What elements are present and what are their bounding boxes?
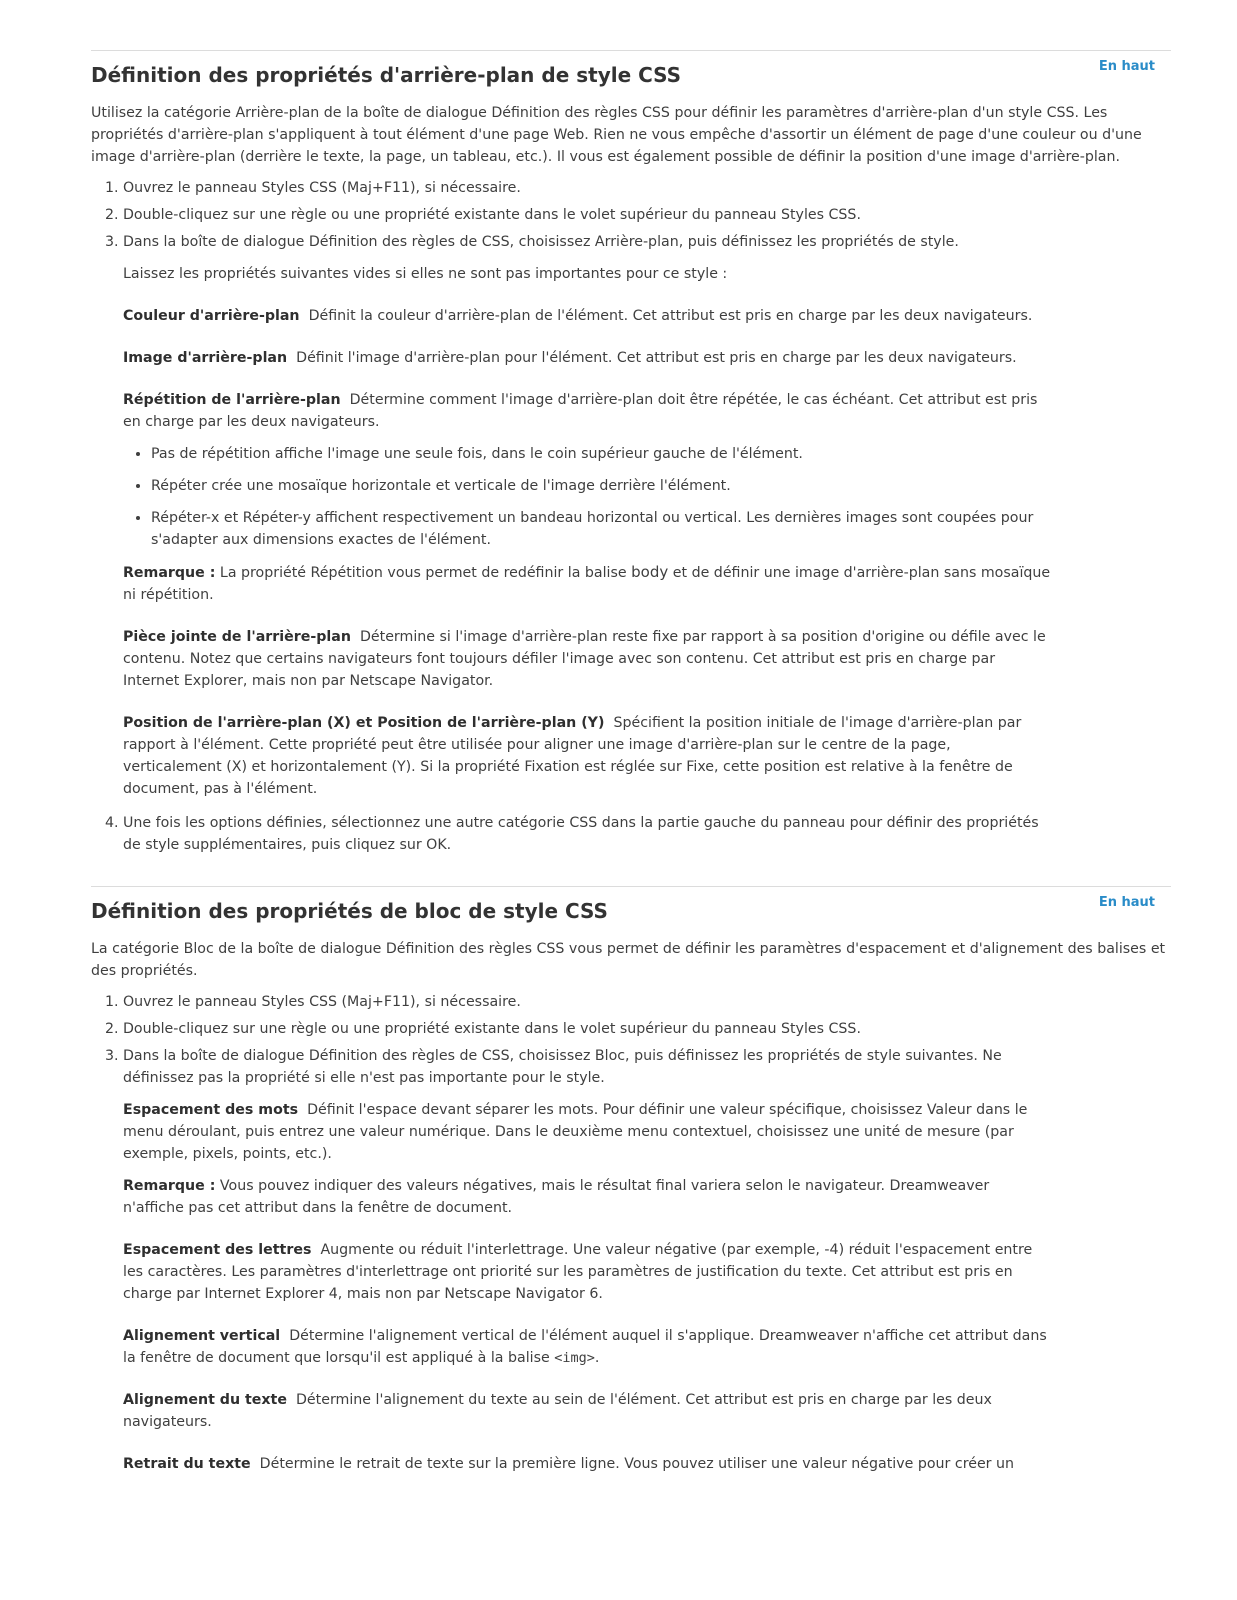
property-description: Détermine comment l'image d'arrière-plan doit être répétée, le cas échéant. Cet attribut est pris en charge par les deux navigateurs. (123, 392, 1038, 430)
help-page (91, 50, 1171, 1480)
step-item (123, 1045, 1171, 1475)
property-description: Définit l'image d'arrière-plan pour l'élément. Cet attribut est pris en charge par les deux navigateurs. (296, 350, 1017, 366)
section-title: Définition des propriétés de bloc de style CSS (91, 899, 608, 923)
list-item: • Pas de répétition affiche l'image une seule fois, dans le coin supérieur gauche de l'élément. (151, 443, 1051, 465)
step-details (123, 1099, 1051, 1475)
property-vertical-align (123, 1325, 1051, 1369)
property-text-indent (123, 1453, 1051, 1475)
property-background-position (123, 712, 1051, 800)
property-description: Augmente ou réduit l'interlettrage. Une valeur négative (par exemple, -4) réduit l'espacement entre les caractères. Les paramètres d'interlettrage ont priorité sur les paramètres de justification du texte. Cet attribut est pris en charge par Internet Explorer 4, mais non par Netscape Navigator 6. (123, 1242, 1033, 1302)
note (123, 561, 1051, 606)
note-label: Remarque : (123, 565, 216, 581)
property-term: Retrait du texte (123, 1456, 251, 1472)
property-term: Alignement vertical (123, 1328, 281, 1344)
note-keyword: body (631, 563, 669, 581)
property-description: Définit l'espace devant séparer les mots. Pour définir une valeur spécifique, choisissez Valeur dans le menu déroulant, puis entrez une valeur numérique. Dans le deuxième menu contextuel, choisissez une unité de mesure (par exemple, pixels, points, etc.). (123, 1102, 1028, 1162)
list-item: • Répéter crée une mosaïque horizontale et verticale de l'image derrière l'élément. (151, 475, 1051, 497)
step-details (123, 263, 1051, 800)
step-item: 4. Une fois les options définies, sélectionnez une autre catégorie CSS dans la partie gauche du panneau pour définir des propriétés de style supplémentaires, puis cliquez sur OK. (123, 812, 1171, 856)
note-text: Vous pouvez indiquer des valeurs négatives, mais le résultat final variera selon le navigateur. Dreamweaver n'affiche pas cet attribut dans la fenêtre de document. (123, 1178, 990, 1216)
property-term: Image d'arrière-plan (123, 350, 288, 366)
property-term: Position de l'arrière-plan (X) et Position de l'arrière-plan (Y) (123, 715, 605, 731)
property-word-spacing (123, 1099, 1051, 1165)
property-description: Détermine l'alignement du texte au sein de l'élément. Cet attribut est pris en charge par les deux navigateurs. (123, 1392, 992, 1430)
property-description: Définit la couleur d'arrière-plan de l'élément. Cet attribut est pris en charge par les deux navigateurs. (308, 308, 1033, 324)
step-item: 1. Ouvrez le panneau Styles CSS (Maj+F11), si nécessaire. (123, 991, 1171, 1013)
step-item: 1. Ouvrez le panneau Styles CSS (Maj+F11), si nécessaire. (123, 177, 1171, 199)
step-item: 2. Double-cliquez sur une règle ou une propriété existante dans le volet supérieur du panneau Styles CSS. (123, 1018, 1171, 1040)
property-term: Répétition de l'arrière-plan (123, 392, 341, 408)
note-text-before: La propriété Répétition vous permet de redéfinir la balise (219, 565, 627, 581)
property-term: Couleur d'arrière-plan (123, 308, 300, 324)
note-label: Remarque : (123, 1178, 216, 1194)
property-description: Détermine si l'image d'arrière-plan reste fixe par rapport à sa position d'origine ou défile avec le contenu. Notez que certains navigateurs font toujours défiler l'image avec son contenu. Cet attribut est pris en charge par Internet Explorer, mais non par Netscape Navigator. (123, 629, 1046, 689)
property-background-repeat (123, 389, 1051, 433)
property-term: Pièce jointe de l'arrière-plan (123, 629, 351, 645)
property-description: Détermine l'alignement vertical de l'élément auquel il s'applique. Dreamweaver n'affiche cet attribut dans la fenêtre de document que lorsqu'il est appliqué à la balise (123, 1328, 1047, 1366)
property-text-align (123, 1389, 1051, 1433)
code-tag: <img> (554, 1350, 595, 1366)
section-intro: La catégorie Bloc de la boîte de dialogue Définition des règles CSS vous permet de définir les paramètres d'espacement et d'alignement des balises et des propriétés. (91, 941, 1166, 979)
property-description-end: . (594, 1350, 600, 1366)
section-intro: Utilisez la catégorie Arrière-plan de la boîte de dialogue Définition des règles CSS pour définir les paramètres d'arrière-plan d'un style CSS. Les propriétés d'arrière-plan s'appliquent à tout élément d'une page Web. Rien ne vous empêche d'assortir un élément de page d'une couleur ou d'une image d'arrière-plan (derrière le texte, la page, un tableau, etc.). Il vous est également possible de définir la position d'une image d'arrière-plan. (91, 105, 1142, 165)
property-background-attachment (123, 626, 1051, 692)
back-to-top-link[interactable]: En haut (1098, 59, 1155, 74)
property-description: Spécifient la position initiale de l'image d'arrière-plan par rapport à l'élément. Cette propriété peut être utilisée pour aligner une image d'arrière-plan sur le centre de la page, verticalement (X) et horizontalement (Y). Si la propriété Fixation est réglée sur Fixe, cette position est relative à la fenêtre de document, pas à l'élément. (123, 715, 1022, 797)
step-text: Dans la boîte de dialogue Définition des règles de CSS, choisissez Bloc, puis définissez les propriétés de style suivantes. Ne définissez pas la propriété si elle n'est pas importante pour le style. (123, 1048, 1002, 1086)
step-text: Dans la boîte de dialogue Définition des règles de CSS, choisissez Arrière-plan, puis définissez les propriétés de style. (123, 234, 959, 250)
section-background (91, 50, 1171, 856)
list-item: • Répéter-x et Répéter-y affichent respectivement un bandeau horizontal ou vertical. Les dernières images sont coupées pour s'adapter aux dimensions exactes de l'élément. (151, 507, 1051, 551)
property-background-color (123, 305, 1051, 327)
step-item: 2. Double-cliquez sur une règle ou une propriété existante dans le volet supérieur du panneau Styles CSS. (123, 204, 1171, 226)
property-background-image (123, 347, 1051, 369)
section-block (91, 886, 1171, 1475)
property-term: Alignement du texte (123, 1392, 287, 1408)
repeat-options-list (123, 443, 1051, 551)
section-title: Définition des propriétés d'arrière-plan de style CSS (91, 63, 682, 87)
steps-list (91, 991, 1171, 1475)
note-text-after: et de définir une image d'arrière-plan sans mosaïque ni répétition. (123, 565, 1051, 603)
leave-empty-note: Laissez les propriétés suivantes vides si elles ne sont pas importantes pour ce style : (123, 266, 728, 282)
property-description: Détermine le retrait de texte sur la première ligne. Vous pouvez utiliser une valeur négative pour créer un (259, 1456, 1014, 1472)
property-term: Espacement des mots (123, 1102, 299, 1118)
steps-list (91, 177, 1171, 856)
step-item (123, 231, 1171, 800)
note (123, 1175, 1051, 1219)
property-term: Espacement des lettres (123, 1242, 312, 1258)
property-letter-spacing (123, 1239, 1051, 1305)
back-to-top-link[interactable]: En haut (1098, 895, 1155, 910)
